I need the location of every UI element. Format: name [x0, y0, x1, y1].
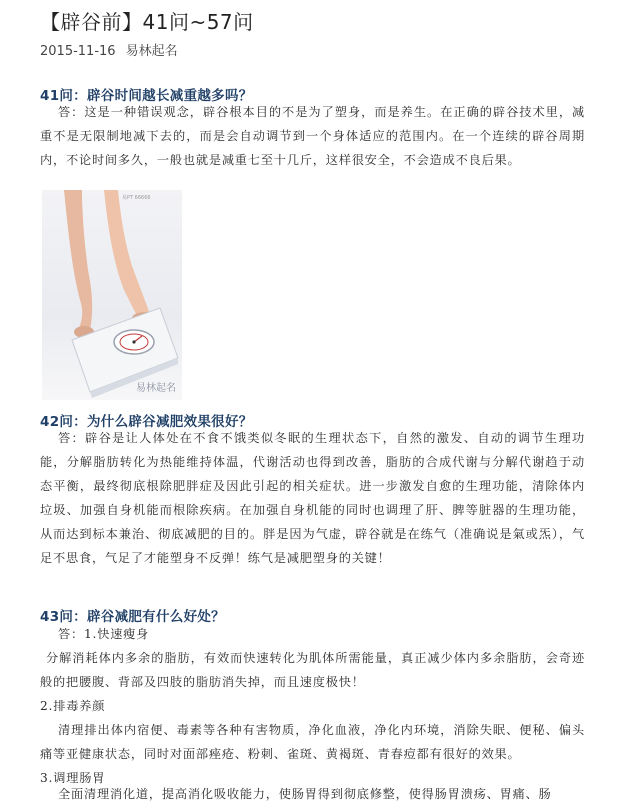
publish-date: 2015-11-16: [40, 44, 116, 59]
article-title: 【辟谷前】41问~57问: [40, 10, 254, 34]
answer-43-item-stomach: 3.调理肠胃: [40, 771, 106, 785]
answer-43-lead: 答：1.快速瘦身: [58, 627, 150, 641]
answer-43-slimming: 分解消耗体内多余的脂肪，有效而快速转化为肌体所需能量，真正减少体内多余脂肪，会奇迹般的把腰腹、背部及四肢的脂肪消失掉，而且速度极快！: [40, 651, 585, 689]
question-43: 43问：辟谷减肥有什么好处？: [40, 609, 225, 625]
author-name: 易林起名: [125, 44, 178, 59]
answer-43-item-detox: 2.排毒养颜: [40, 699, 106, 713]
answer-41: 答：这是一种错误观念，辟谷根本目的不是为了塑身，而是养生。在正确的辟谷技术里，减重不是无限制地减下去的，而是会自动调节到一个身体适应的范围内。在一个连续的辟谷周期内，不论时间多久，一般也就是减重七至十几斤，这样很安全，不会造成不良后果。: [40, 105, 585, 167]
scale-photo: [42, 190, 182, 400]
answer-42: 答：辟谷是让人体处在不食不饿类似冬眠的生理状态下，自然的激发、自动的调节生理功能，分解脂肪转化为热能维持体温，代谢活动也得到改善，脂肪的合成代谢与分解代谢趋于动态平衡，最终彻底根除肥胖症及因此引起的相关症状。进一步激发自愈的生理功能，清除体内垃圾、加强自身机能而根除疾病。在加强自身机能的同时也调理了肝、脾等脏器的生理功能，从而达到标本兼治、彻底减肥的目的。胖是因为气虚，辟谷就是在练气（准确说是氣或炁），气足不思食，气足了才能塑身不反弹！练气是减肥塑身的关键！: [40, 431, 585, 565]
question-42: 42问：为什么辟谷减肥效果很好？: [40, 414, 253, 430]
article-meta: [40, 40, 188, 59]
image-caption-tag: 易PT 66666: [122, 195, 151, 201]
question-41: 41问：辟谷时间越长减重越多吗？: [40, 88, 253, 104]
feet-on-scale-illustration: [42, 190, 182, 400]
answer-43-stomach: 全面清理消化道，提高消化吸收能力，使肠胃得到彻底修整，使得肠胃溃疡、胃痛、肠: [58, 787, 552, 801]
answer-43-detox: 清理排出体内宿便、毒素等各种有害物质，净化血液，净化内环境，消除失眠、便秘、偏头痛等亚健康状态，同时对面部痤疮、粉刺、雀斑、黄褐斑、青春痘都有很好的效果。: [40, 723, 585, 761]
image-watermark: 易林起名: [136, 383, 176, 394]
